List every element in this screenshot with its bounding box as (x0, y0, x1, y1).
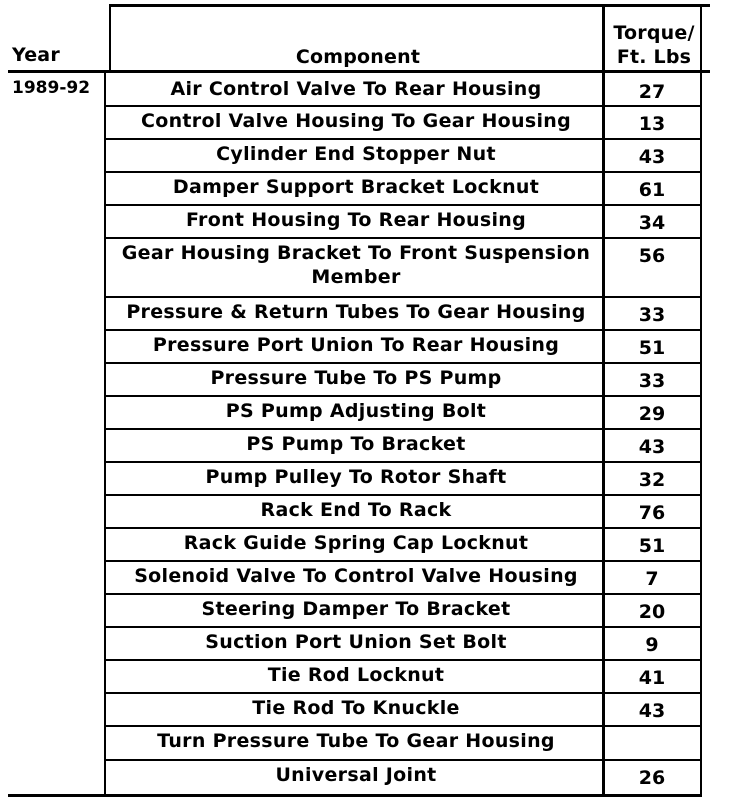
torque-cell: 20 (638, 601, 666, 623)
torque-cell: 43 (638, 436, 666, 458)
component-cell: Solenoid Valve To Control Valve Housing (134, 565, 578, 587)
torque-cell: 43 (638, 146, 666, 168)
component-cell: Cylinder End Stopper Nut (216, 143, 496, 165)
torque-cell: 9 (645, 634, 659, 656)
torque-cell: 29 (638, 403, 666, 425)
torque-cell: 33 (638, 370, 666, 392)
component-cell: Gear Housing Bracket To Front Suspension Member (121, 242, 591, 288)
row-divider (104, 105, 702, 107)
torque-cell: 51 (638, 337, 666, 359)
row-divider (104, 237, 702, 239)
row-divider (104, 759, 702, 761)
component-left-rule (104, 72, 106, 796)
component-cell: Steering Damper To Bracket (201, 598, 511, 620)
year-header: Year (12, 44, 60, 66)
component-left-rule-header (109, 4, 111, 72)
component-header: Component (295, 46, 421, 68)
component-cell: Control Valve Housing To Gear Housing (140, 110, 571, 132)
torque-cell: 27 (638, 81, 666, 103)
row-divider (104, 138, 702, 140)
torque-header-line2: Ft. Lbs (616, 46, 692, 68)
torque-cell: 76 (638, 502, 666, 524)
row-divider (104, 626, 702, 628)
top-rule (110, 4, 710, 7)
component-cell: Pump Pulley To Rotor Shaft (205, 466, 507, 488)
torque-cell: 7 (645, 568, 659, 590)
component-cell: PS Pump To Bracket (246, 433, 466, 455)
torque-cell: 26 (638, 767, 666, 789)
row-divider (104, 659, 702, 661)
table-right-rule (700, 4, 702, 796)
component-cell: Rack End To Rack (260, 499, 452, 521)
bottom-rule (8, 794, 702, 797)
component-cell: Air Control Valve To Rear Housing (170, 78, 542, 100)
row-divider (104, 428, 702, 430)
component-cell: Damper Support Bracket Locknut (172, 176, 540, 198)
component-cell: Universal Joint (275, 764, 437, 786)
row-divider (104, 395, 702, 397)
row-divider (104, 692, 702, 694)
component-cell: Suction Port Union Set Bolt (205, 631, 507, 653)
component-cell: PS Pump Adjusting Bolt (225, 400, 487, 422)
component-cell: Rack Guide Spring Cap Locknut (183, 532, 529, 554)
torque-header-line1: Torque/ (613, 22, 695, 44)
component-cell: Front Housing To Rear Housing (185, 209, 526, 231)
row-divider (104, 494, 702, 496)
component-cell: Tie Rod Locknut (267, 664, 445, 686)
row-divider (104, 329, 702, 331)
component-cell: Turn Pressure Tube To Gear Housing (157, 730, 555, 752)
torque-cell: 32 (638, 469, 666, 491)
year-value: 1989-92 (12, 78, 91, 98)
torque-cell: 13 (638, 113, 666, 135)
component-cell: Tie Rod To Knuckle (252, 697, 460, 719)
row-divider (104, 461, 702, 463)
row-divider (104, 527, 702, 529)
torque-cell: 43 (638, 700, 666, 722)
torque-cell: 34 (638, 212, 666, 234)
component-cell: Pressure & Return Tubes To Gear Housing (126, 301, 586, 323)
torque-cell: 56 (638, 245, 666, 267)
row-divider (104, 296, 702, 298)
row-divider (104, 593, 702, 595)
torque-cell: 41 (638, 667, 666, 689)
row-divider (104, 204, 702, 206)
component-cell: Pressure Port Union To Rear Housing (152, 334, 560, 356)
torque-cell: 51 (638, 535, 666, 557)
row-divider (104, 725, 702, 727)
torque-cell: 61 (638, 179, 666, 201)
torque-cell: 33 (638, 304, 666, 326)
component-cell: Pressure Tube To PS Pump (210, 367, 502, 389)
row-divider (104, 171, 702, 173)
row-divider (104, 362, 702, 364)
row-divider (104, 560, 702, 562)
